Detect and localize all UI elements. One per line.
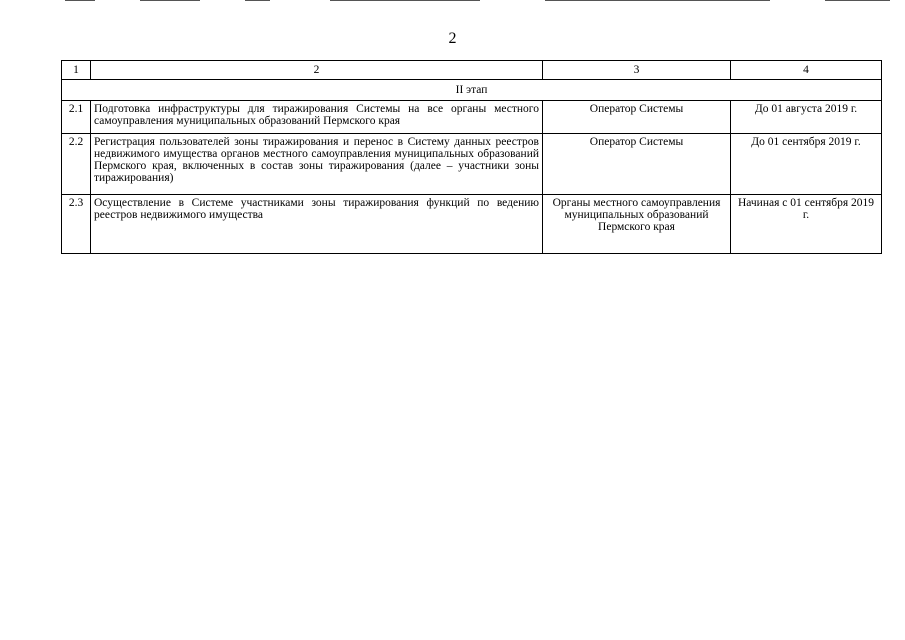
row-responsible: Органы местного самоуправления муниципальных образований Пермского края: [543, 195, 731, 254]
page-number: 2: [448, 30, 457, 47]
row-description: Осуществление в Системе участниками зоны тиражирования функций по ведению реестров недвижимого имущества: [91, 195, 543, 254]
column-number-cell: 2: [91, 61, 543, 80]
stage-row: [62, 80, 882, 101]
table-row: [62, 101, 882, 134]
column-number-cell: 1: [62, 61, 91, 80]
row-description: Подготовка инфраструктуры для тиражирования Системы на все органы местного самоуправления муниципальных образований Пермского края: [91, 101, 543, 134]
scan-line: [140, 0, 200, 1]
row-number: 2.3: [62, 195, 91, 254]
row-number: 2.2: [62, 134, 91, 195]
row-number: 2.1: [62, 101, 91, 134]
scan-line: [545, 0, 770, 1]
column-number-cell: 3: [543, 61, 731, 80]
scan-line: [65, 0, 95, 1]
row-term: До 01 августа 2019 г.: [731, 101, 882, 134]
row-responsible: Оператор Системы: [543, 101, 731, 134]
plan-table: [61, 60, 882, 254]
row-responsible: Оператор Системы: [543, 134, 731, 195]
stage-title: II этап: [62, 80, 882, 101]
table-row: [62, 134, 882, 195]
row-description: Регистрация пользователей зоны тиражирования и перенос в Систему данных реестров недвижимого имущества органов местного самоуправления муниципальных образований Пермского края, включенных в состав зоны тиражирования (далее – участники зоны тиражирования): [91, 134, 543, 195]
column-number-cell: 4: [731, 61, 882, 80]
table-row: [62, 195, 882, 254]
row-term: Начиная с 01 сентября 2019 г.: [731, 195, 882, 254]
column-number-row: [62, 61, 882, 80]
scan-line: [330, 0, 480, 1]
row-term: До 01 сентября 2019 г.: [731, 134, 882, 195]
scan-line: [825, 0, 890, 1]
scan-line: [245, 0, 270, 1]
